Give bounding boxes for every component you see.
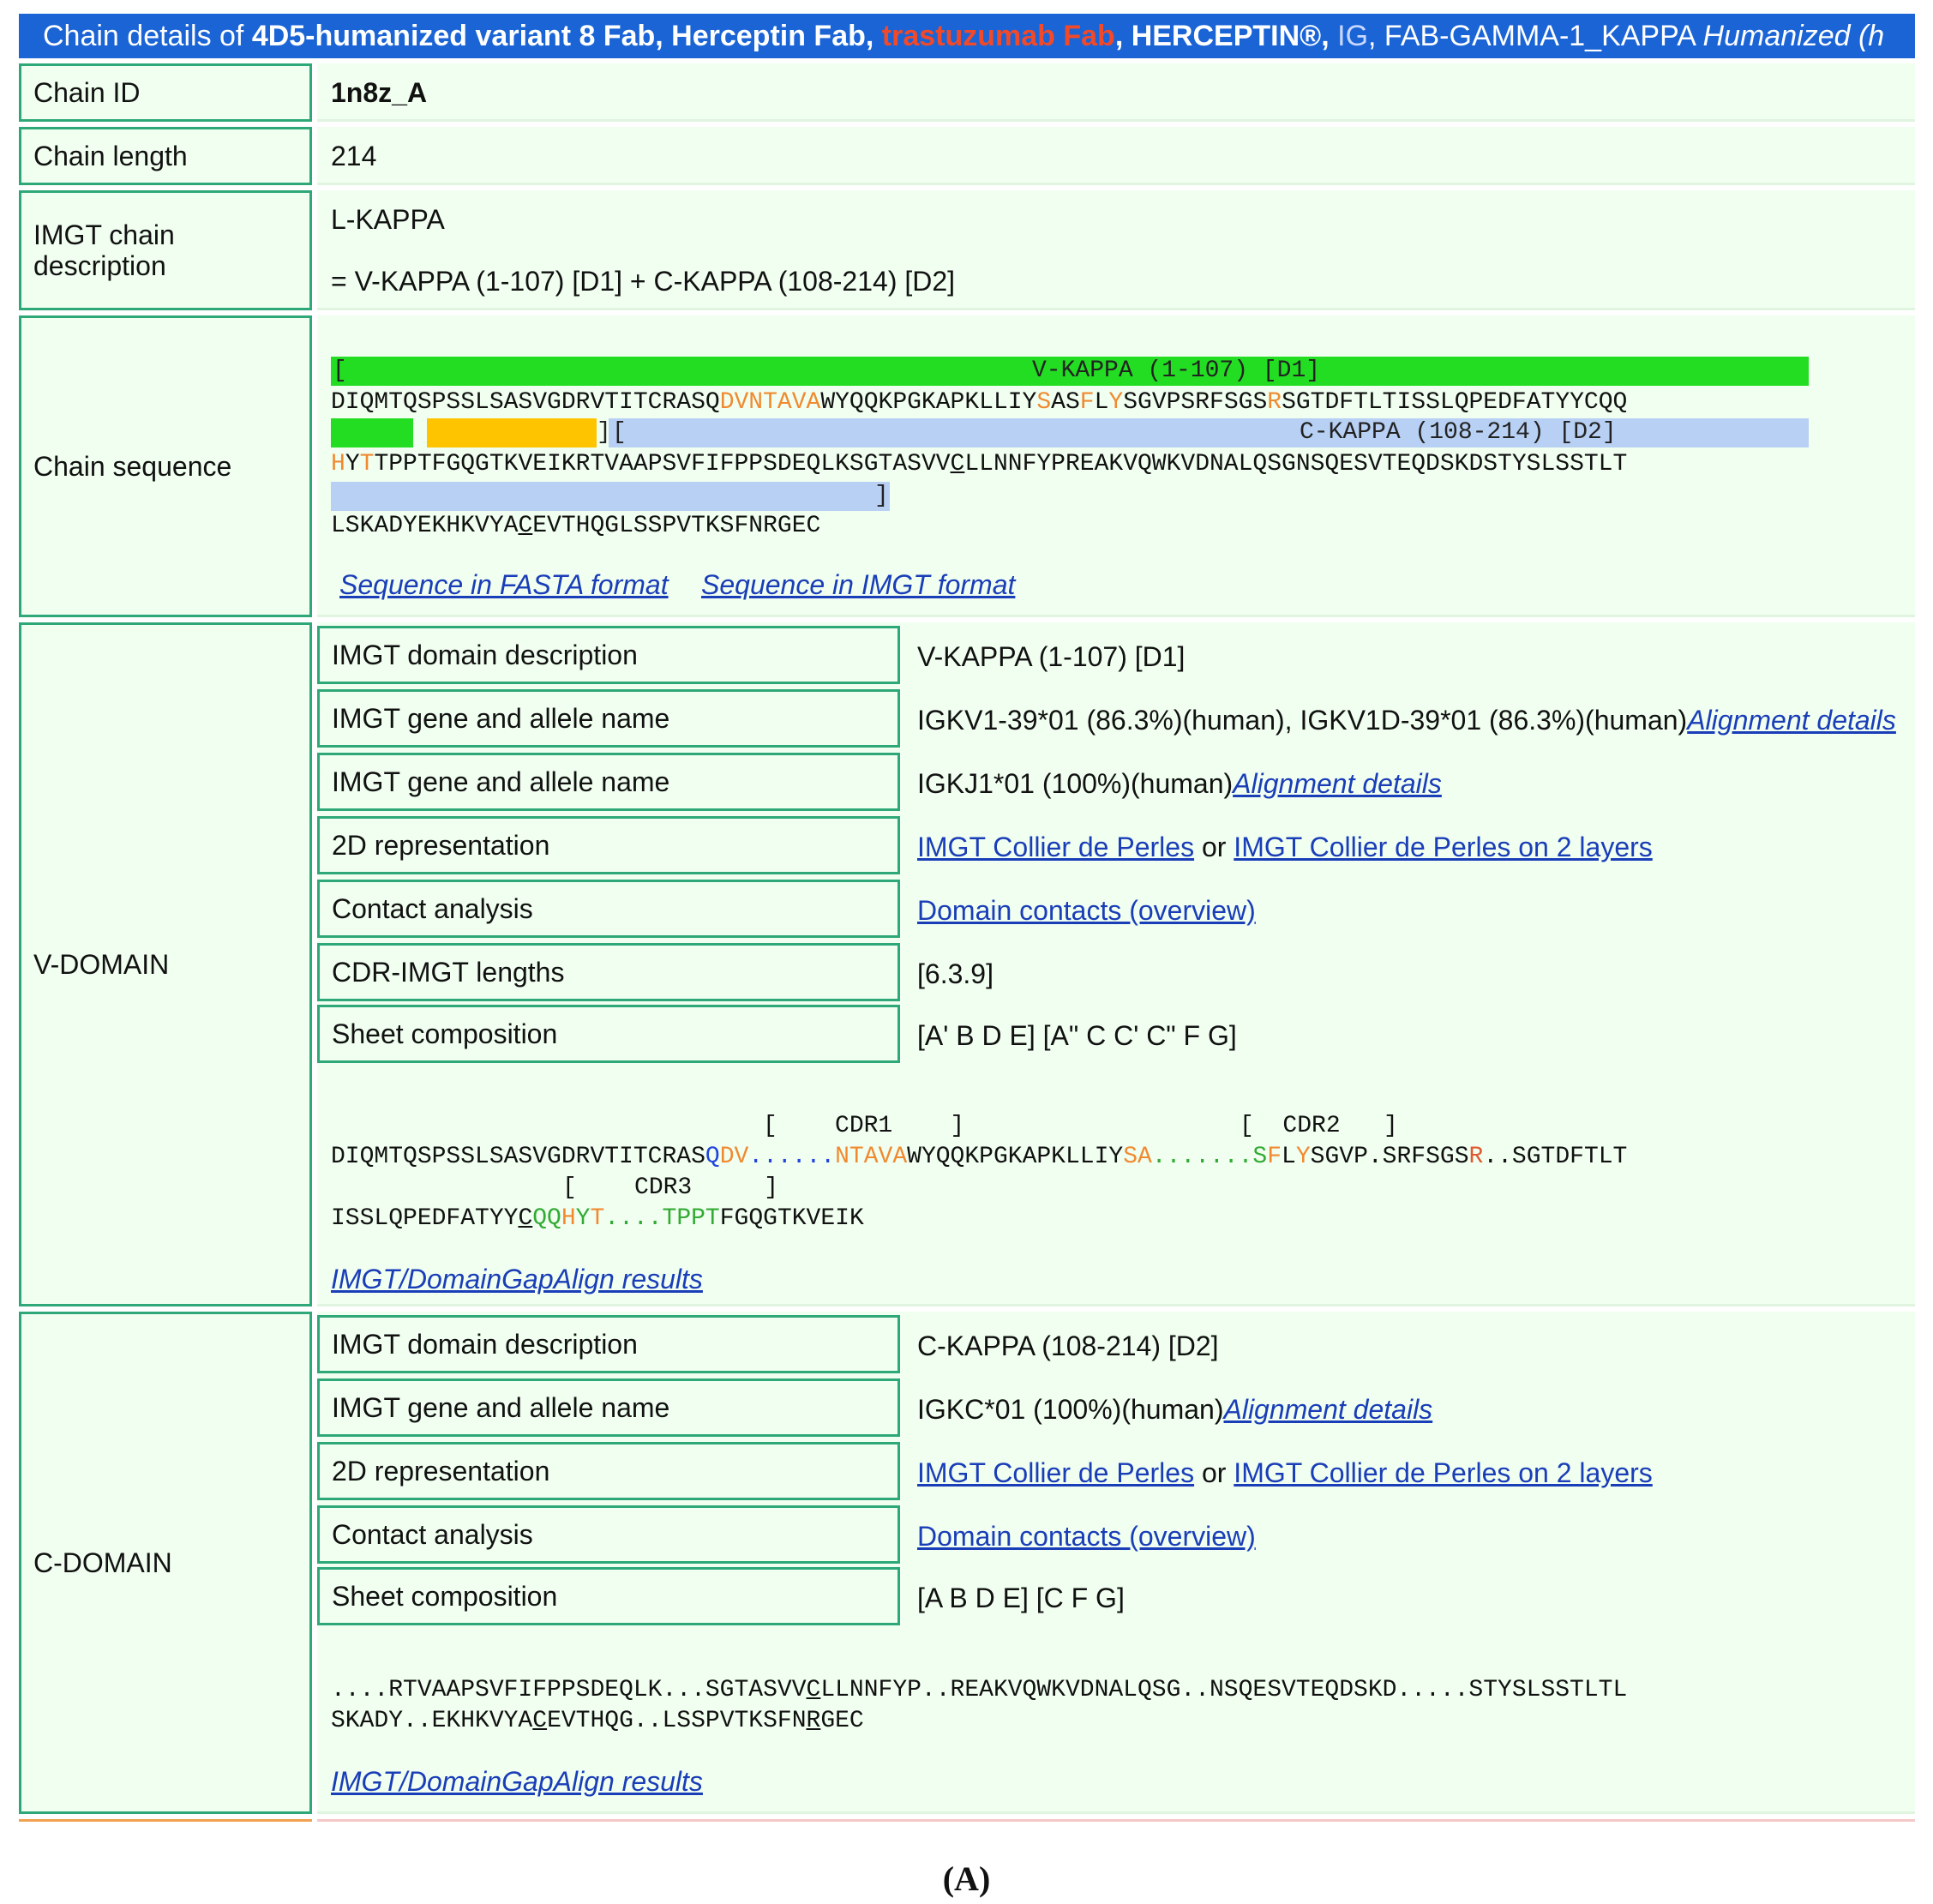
c-gapped-sequence-line2 [331,1706,864,1737]
v-gene-alignment-details-link[interactable]: Alignment details [1687,705,1896,736]
row-value: IGKC*01 (100%)(human) [917,1394,1224,1425]
c-sheet-composition-value [917,1583,1125,1614]
v-2d-representation-label [317,816,900,874]
chain-length-value-cell [317,127,1915,185]
gap-seq-residue: Q [705,1144,720,1170]
imgt-chain-domains: = V-KAPPA (1-107) [D1] + C-KAPPA (108-214) [D2] [331,266,956,297]
seq-segment: LSKADYEKHKVYA [331,513,519,539]
chain-sequence-label-text: Chain sequence [33,450,232,482]
c-gene-allele-value [917,1394,1432,1426]
gap-seq-cdr3: H [561,1205,576,1232]
chain-sequence-line3 [331,511,820,542]
c-gene-allele-label [317,1378,900,1437]
c-kappa-bar-label: C-KAPPA (108-214) [D2] [1300,419,1617,446]
fasta-format-link[interactable]: Sequence in FASTA format [339,569,669,600]
gap-seq-segment: LLNNFYP..REAKVQWKVDNALQSG..NSQESVTEQDSKD.....STYSLSSTLTL [820,1677,1628,1703]
v-gene-allele-value [917,705,1896,736]
gap-seq-residue: R [1468,1144,1484,1170]
gap-seq-cdr3: Y [575,1205,591,1232]
c-domain-description-label [317,1315,900,1373]
row-label: IMGT gene and allele name [332,702,670,734]
row-label: Sheet composition [332,1580,558,1612]
gap-seq-cdr2: Y [1295,1144,1311,1170]
c-collier-de-perles-link[interactable]: IMGT Collier de Perles [917,1457,1195,1488]
gap-seq-segment: ....RTVAAPSVFIFPPSDEQLK...SGTASVV [331,1677,807,1703]
row-label: IMGT gene and allele name [332,766,670,797]
c-domain-description-value [917,1330,1219,1362]
header-type: , FAB-GAMMA-1_KAPPA [1368,20,1703,52]
v-kappa-bar-open: [ [333,357,347,384]
v-contact-analysis-label [317,880,900,938]
gap-seq-cdr1: NTAVA [835,1144,908,1170]
chain-sequence-value-cell [317,315,1915,617]
gap-seq-residue: R [806,1708,821,1734]
gap-seq-gap: ....... [1151,1144,1253,1170]
c-domain-label [19,1312,312,1814]
v-2d-representation-value [917,832,1653,863]
v-sheet-composition-label [317,1005,900,1063]
gap-seq-cdr2: F [1267,1144,1282,1170]
gap-seq-cysteine: C [532,1708,548,1734]
imgt-chain-type: L-KAPPA [331,204,445,235]
cdr3-marker: [ CDR3 ] [562,1174,779,1201]
gap-seq-segment: EVTHQG..LSSPVTKSFN [547,1708,807,1734]
gap-seq-cysteine: C [518,1205,533,1232]
imgt-chain-description-label-line2: description [33,250,166,281]
seq-cysteine: C [518,513,533,539]
imgt-chain-description-value-cell [317,190,1915,310]
gap-seq-segment: SKADY..EKHKVYA [331,1708,533,1734]
j-gene-alignment-details-link[interactable]: Alignment details [1233,768,1442,799]
c-domain-label-text: C-DOMAIN [33,1547,172,1578]
gap-seq-cdr3: T [590,1205,605,1232]
c-kappa-domain-bar-cont [331,482,890,511]
seq-segment: EVTHQGLSSPVTKSFNRGEC [532,513,821,539]
v-domain-label [19,622,312,1306]
chain-length-label-text: Chain length [33,140,188,171]
chain-length-label [19,127,312,185]
seq-cysteine: C [950,451,965,478]
seq-cdr2-residue: S [1036,389,1052,416]
header-ig: IG [1337,20,1369,52]
row-label: IMGT gene and allele name [332,1391,670,1423]
gap-seq-segment: SGVP.SRFSGS [1310,1144,1469,1170]
v-domain-label-text: V-DOMAIN [33,948,170,980]
seq-cdr2-residue: F [1079,389,1095,416]
v-sheet-composition-value [917,1020,1237,1052]
gap-seq-segment: FGQGTKVEIK [719,1205,864,1232]
chain-details-header [19,14,1915,58]
c-domain-contacts-link[interactable]: Domain contacts (overview) [917,1521,1256,1552]
seq-cdr2-residue: Y [1108,389,1124,416]
row-label: IMGT domain description [332,1328,638,1360]
gap-seq-gap: ...... [748,1144,836,1170]
c-sheet-composition-label [317,1567,900,1625]
row-label: Contact analysis [332,892,533,924]
v-kappa-bar-label: V-KAPPA (1-107) [D1] [1032,357,1321,384]
c-kappa-bar-open: [ [612,419,627,446]
gap-seq-cdr2: SA [1123,1144,1152,1170]
cdr-imgt-lengths-label [317,943,900,1001]
chain-id-label-text: Chain ID [33,76,141,108]
c-2d-representation-label [317,1442,900,1500]
seq-segment: SGTDFTLTISSLQPEDFATYYCQQ [1282,389,1628,416]
or-text: or [1194,832,1234,862]
imgt-chain-description-label-line1: IMGT chain [33,219,175,250]
seq-segment: AS [1051,389,1080,416]
row-value: [6.3.9] [917,958,994,989]
chain-length-value: 214 [331,141,377,171]
row-label: 2D representation [332,1455,550,1487]
cdr1-marker: [ CDR1 ] [763,1113,965,1139]
gap-seq-segment: ISSLQPEDFATYY [331,1205,519,1232]
v-kappa-domain-bar-cont [331,418,413,447]
gap-seq-segment: GEC [820,1708,864,1734]
gap-seq-segment: WYQQKPGKAPKLLIY [907,1144,1124,1170]
imgt-format-link[interactable]: Sequence in IMGT format [701,569,1016,600]
seq-segment: WYQQKPGKAPKLLIY [820,389,1037,416]
gap-seq-cdr3: QQ [532,1205,561,1232]
v-gapped-sequence-line2 [331,1204,864,1234]
row-label: CDR-IMGT lengths [332,956,565,988]
header-inn: trastuzumab Fab [881,20,1115,52]
gap-seq-segment: DIQMTQSPSSLSASVGDRVTITCRAS [331,1144,705,1170]
bottom-divider-right [317,1819,1915,1822]
chain-id-label [19,63,312,122]
chain-id-value: 1n8z_A [331,77,428,108]
row-value: [A' B D E] [A" C C' C" F G] [917,1020,1237,1051]
chain-sequence-label [19,315,312,617]
row-value: V-KAPPA (1-107) [D1] [917,641,1186,672]
c-kappa-bar-close: ] [874,483,889,509]
j-gene-allele-value [917,768,1442,800]
j-gene-allele-label [317,753,900,811]
seq-cdr3-residue: T [359,451,375,478]
c-contact-analysis-label [317,1505,900,1564]
gap-seq-cdr2: S [1252,1144,1268,1170]
imgt-chain-description-label [19,190,312,310]
row-label: 2D representation [332,829,550,861]
cdr2-marker: [ CDR2 ] [1240,1113,1398,1139]
header-species: Humanized (h [1702,20,1885,52]
gap-seq-segment: ..SGTDFTLT [1483,1144,1628,1170]
header-trade: , HERCEPTIN®, [1114,20,1338,52]
seq-cdr3-residue: H [331,451,345,478]
seq-segment: DIQMTQSPSSLSASVGDRVTITCRASQ [331,389,720,416]
cdr3-bar [427,418,597,447]
seq-residue: R [1267,389,1282,416]
gap-seq-gap: .... [604,1205,663,1232]
c-contact-analysis-value [917,1521,1256,1553]
v-domain-description-label [317,626,900,684]
row-label: IMGT domain description [332,639,638,670]
row-value: C-KAPPA (108-214) [D2] [917,1330,1219,1361]
seq-segment: L [1094,389,1109,416]
header-prefix: Chain details of [43,20,252,52]
seq-segment: Y [345,451,360,478]
v-collier-de-perles-link[interactable]: IMGT Collier de Perles [917,832,1195,862]
v-gapped-sequence-line1 [331,1142,1627,1173]
row-value: IGKJ1*01 (100%)(human) [917,768,1234,799]
cdr-imgt-lengths-value [917,958,994,990]
v-gene-allele-label [317,689,900,748]
row-label: Sheet composition [332,1018,558,1049]
bottom-divider-left [19,1819,312,1822]
gap-seq-cdr3: TPPT [662,1205,720,1232]
header-names: 4D5-humanized variant 8 Fab, Herceptin Fab, [251,20,882,52]
c-collier-de-perles-2-layers-link[interactable]: IMGT Collier de Perles on 2 layers [1234,1457,1653,1488]
v-domaingapalign-link[interactable]: IMGT/DomainGapAlign results [331,1264,703,1294]
c-kappa-domain-bar [609,418,1809,447]
row-value: [A B D E] [C F G] [917,1583,1125,1613]
v-domain-contacts-link[interactable]: Domain contacts (overview) [917,895,1256,926]
row-value: IGKV1-39*01 (86.3%)(human), IGKV1D-39*01 (86.3%)(human) [917,705,1688,736]
c-2d-representation-value [917,1457,1653,1489]
seq-segment: SGVPSRFSGS [1123,389,1268,416]
c-domaingapalign-link[interactable]: IMGT/DomainGapAlign results [331,1766,703,1797]
v-contact-analysis-value [917,895,1256,927]
v-collier-de-perles-2-layers-link[interactable]: IMGT Collier de Perles on 2 layers [1234,832,1653,862]
gap-seq-cysteine: C [806,1677,821,1703]
chain-id-value-cell [317,63,1915,122]
v-kappa-bar-close: ] [597,419,611,446]
seq-segment: TPPTFGQGTKVEIKRTVAAPSVFIFPPSDEQLKSGTASVV [374,451,951,478]
gap-seq-segment: L [1282,1144,1296,1170]
chain-sequence-line1 [331,387,1627,418]
row-label: Contact analysis [332,1518,533,1550]
seq-cdr1: DVNTAVA [719,389,821,416]
gap-seq-cdr1: DV [719,1144,749,1170]
c-gapped-sequence-line1 [331,1675,1627,1706]
seq-segment: LLNNFYPREAKVQWKVDNALQSGNSQESVTEQDSKDSTYSLSSTLT [964,451,1628,478]
figure-caption: (A) [942,1859,991,1898]
or-text: or [1194,1457,1234,1488]
chain-sequence-line2 [331,449,1627,480]
v-domain-description-value [917,641,1185,673]
c-gene-alignment-details-link[interactable]: Alignment details [1223,1394,1433,1425]
